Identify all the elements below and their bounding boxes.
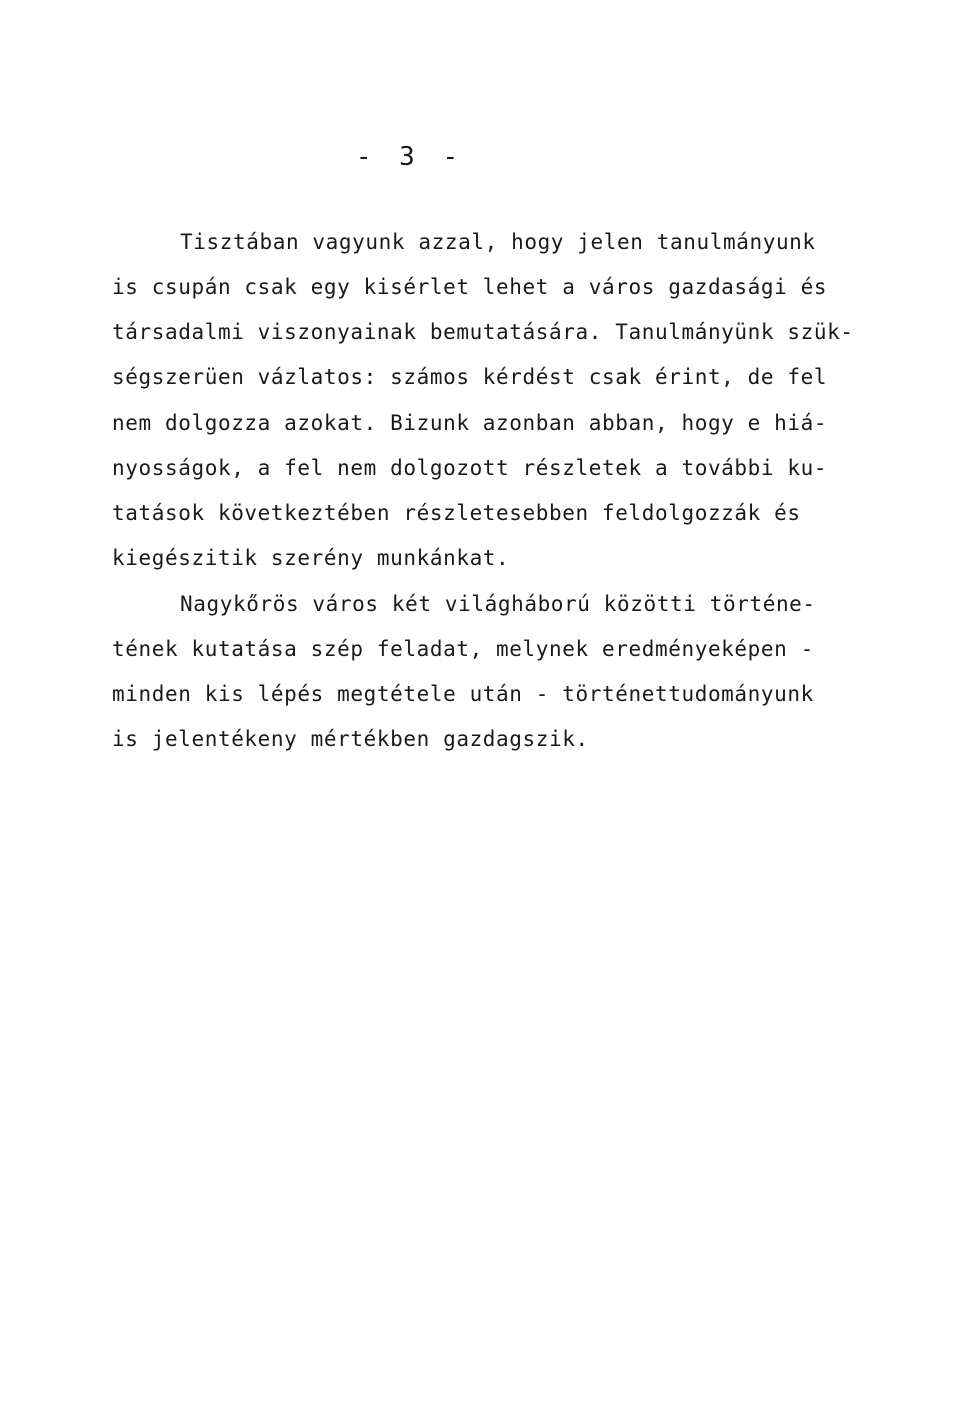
paragraph-1-line-2: is csupán csak egy kisérlet lehet a város gazdasági és — [112, 275, 828, 299]
paragraph-2-line-2: tének kutatása szép feladat, melynek eredményeképen - — [112, 637, 814, 661]
paragraph-1-line-5: nem dolgozza azokat. Bizunk azonban abban, hogy e hiá- — [112, 411, 828, 435]
paragraph-1-line-7: tatások következtében részletesebben feldolgozzák és — [112, 501, 801, 525]
paragraph-1-line-1: Tisztában vagyunk azzal, hogy jelen tanulmányunk — [180, 230, 816, 254]
paragraph-1-line-4: ségszerüen vázlatos: számos kérdést csak érint, de fel — [112, 365, 828, 389]
paragraph-1-line-3: társadalmi viszonyainak bemutatására. Tanulmányünk szük- — [112, 320, 854, 344]
paragraph-2-line-3: minden kis lépés megtétele után - történettudományunk — [112, 682, 814, 706]
paragraph-1-line-6: nyosságok, a fel nem dolgozott részletek a további ku- — [112, 456, 828, 480]
paragraph-2-line-1: Nagykőrös város két világháború közötti történe- — [180, 592, 816, 616]
page-number: - 3 - — [355, 142, 465, 172]
paragraph-1-line-8: kiegészitik szerény munkánkat. — [112, 546, 510, 570]
paragraph-2-line-4: is jelentékeny mértékben gazdagszik. — [112, 727, 589, 751]
